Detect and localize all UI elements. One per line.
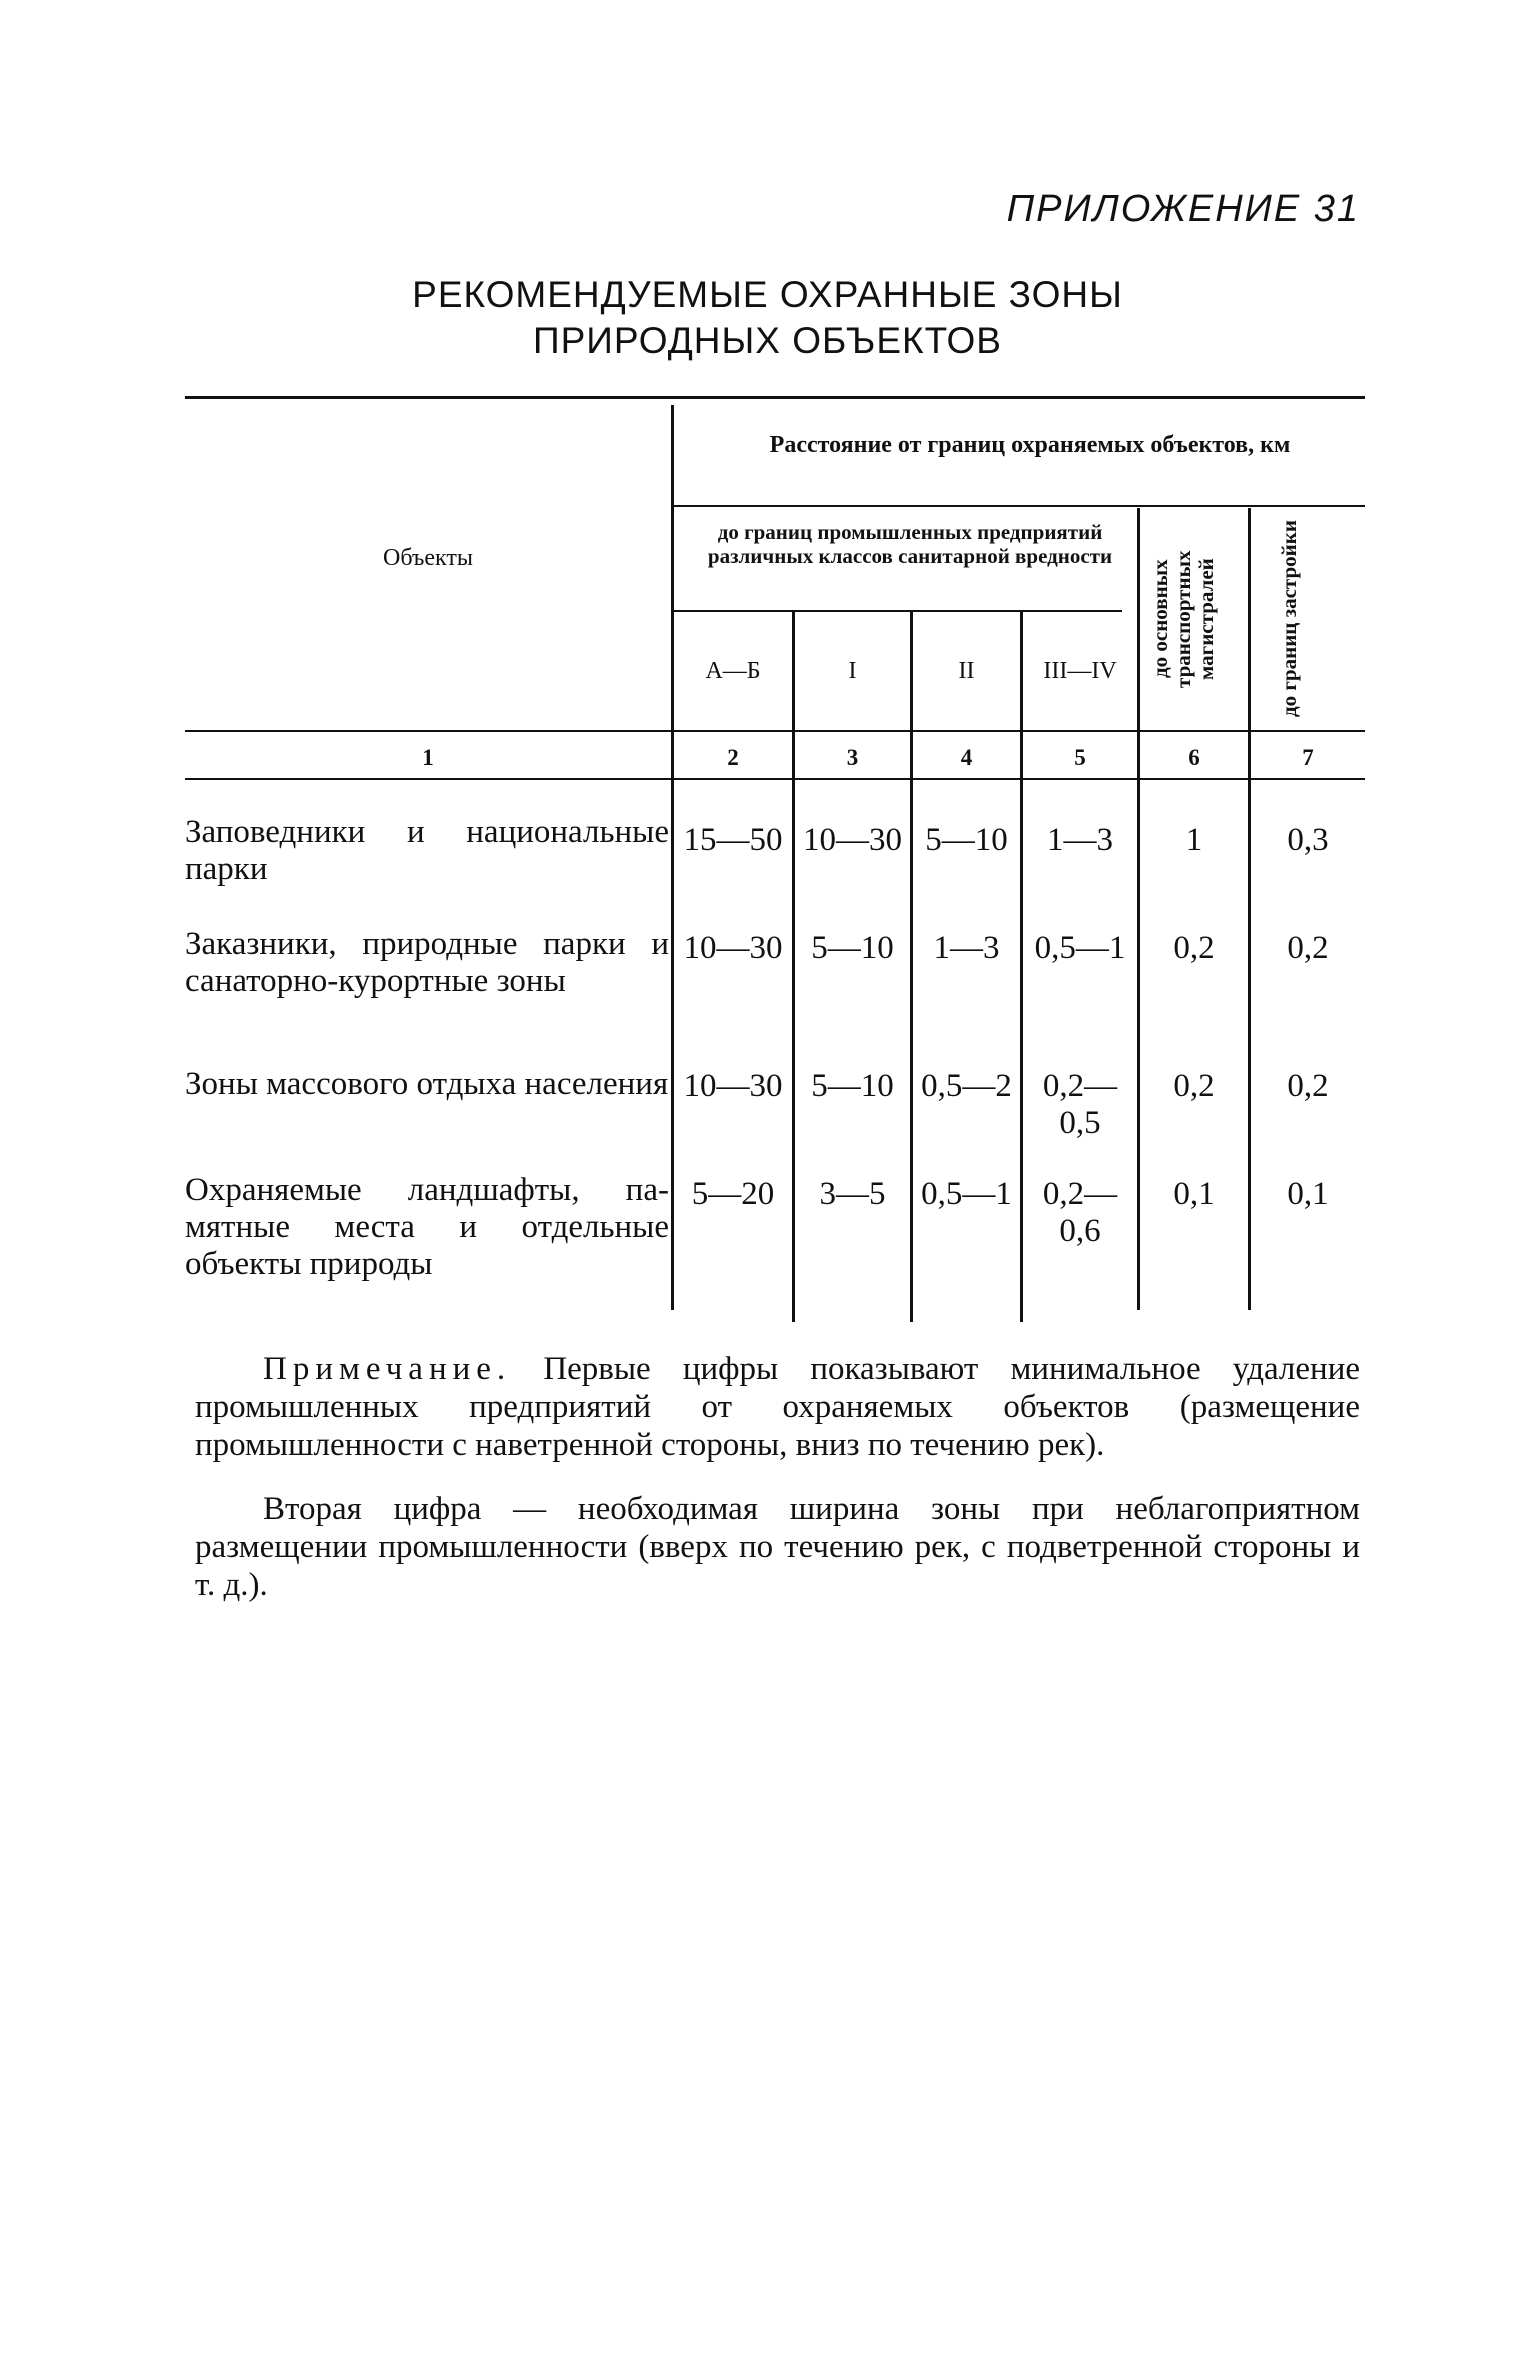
row-object: Зоны массового отдыха населения: [185, 1066, 669, 1102]
row-value-build: 0,3: [1287, 822, 1329, 858]
page-title: [300, 272, 1235, 364]
class-label-1: I: [848, 658, 857, 684]
column-number-3: 3: [846, 745, 859, 770]
row-object: Заповедники и национальные парки: [185, 814, 669, 887]
row-value-build: 0,1: [1287, 1176, 1329, 1212]
note-paragraph-2: Вторая цифра — необходимая ширина зоны при неблагоприятном размещении промышленности (вверх по течению рек, с подветренной стороны и т. д.).: [195, 1491, 1360, 1603]
header-industrial: до границ промышленных предприятий различных классов санитарной вредности: [707, 520, 1113, 568]
vline-class-1: [792, 612, 795, 1322]
class-label-3-4: III—IV: [1043, 658, 1117, 684]
row-value-1: 5—10: [811, 1068, 894, 1104]
column-number-2: 2: [727, 745, 739, 770]
row-value-3-4: 1—3: [1047, 822, 1113, 858]
header-build: до границ застройки: [1277, 520, 1301, 718]
rule-under-industrial: [674, 610, 1122, 612]
column-number-4: 4: [960, 745, 973, 770]
row-value-2: 5—10: [925, 822, 1008, 858]
row-value-transport: 0,2: [1173, 930, 1215, 966]
vline-class-2: [910, 612, 913, 1322]
row-value-2: 0,5—1: [921, 1176, 1012, 1212]
title-line-2: ПРИРОДНЫХ ОБЪЕКТОВ: [533, 320, 1002, 361]
row-value-transport: 0,2: [1173, 1068, 1215, 1104]
column-number-7: 7: [1302, 745, 1314, 770]
row-value-2: 0,5—2: [921, 1068, 1012, 1104]
table-top-rule: [185, 396, 1365, 399]
rule-colnum-bottom: [185, 778, 1365, 780]
rule-under-distance: [674, 505, 1365, 507]
row-value-3-4: 0,2—0,6: [1042, 1176, 1118, 1249]
vline-class-3: [1020, 612, 1023, 1322]
rule-header-bottom: [185, 730, 1365, 732]
row-value-1: 10—30: [803, 822, 902, 858]
row-value-ab: 10—30: [683, 930, 783, 966]
row-value-build: 0,2: [1287, 1068, 1329, 1104]
header-transport-cell: [1140, 508, 1248, 730]
row-value-transport: 1: [1185, 822, 1203, 858]
header-build-cell: [1251, 508, 1365, 730]
appendix-label: ПРИЛОЖЕНИЕ 31: [1006, 188, 1360, 230]
row-value-1: 3—5: [819, 1176, 886, 1212]
column-number-1: 1: [422, 745, 434, 770]
row-value-2: 1—3: [933, 930, 1000, 966]
row-value-transport: 0,1: [1173, 1176, 1215, 1212]
note-label: Примечание.: [263, 1351, 512, 1387]
column-number-5: 5: [1074, 745, 1086, 770]
header-objects: Объекты: [383, 545, 473, 571]
class-label-ab: А—Б: [705, 658, 761, 684]
row-object: Заказники, природные парки и санаторно-курортные зоны: [185, 926, 669, 999]
header-distance: Расстояние от границ охраняемых объектов, км: [769, 432, 1291, 458]
class-label-2: II: [958, 658, 975, 684]
row-value-ab: 15—50: [683, 822, 783, 858]
title-line-1: РЕКОМЕНДУЕМЫЕ ОХРАННЫЕ ЗОНЫ: [412, 274, 1123, 315]
row-value-ab: 10—30: [683, 1068, 783, 1104]
row-value-build: 0,2: [1287, 930, 1329, 966]
note-text-1: Первые цифры показывают минимальное удаление промышленных предприятий от охраняемых объектов (размещение промышленности с наветренной стороны, вниз по течению рек).: [195, 1351, 1360, 1463]
row-value-3-4: 0,2—0,5: [1042, 1068, 1118, 1141]
row-value-1: 5—10: [811, 930, 894, 966]
column-number-6: 6: [1188, 745, 1200, 770]
row-value-ab: 5—20: [691, 1176, 775, 1212]
row-value-3-4: 0,5—1: [1034, 930, 1126, 966]
header-transport: до основных транспортных магистралей: [1148, 550, 1218, 688]
note-paragraph-1: [195, 1350, 1360, 1464]
row-object: Охраняемые ландшафты, памятные места и отдельные объекты природы: [185, 1172, 669, 1282]
